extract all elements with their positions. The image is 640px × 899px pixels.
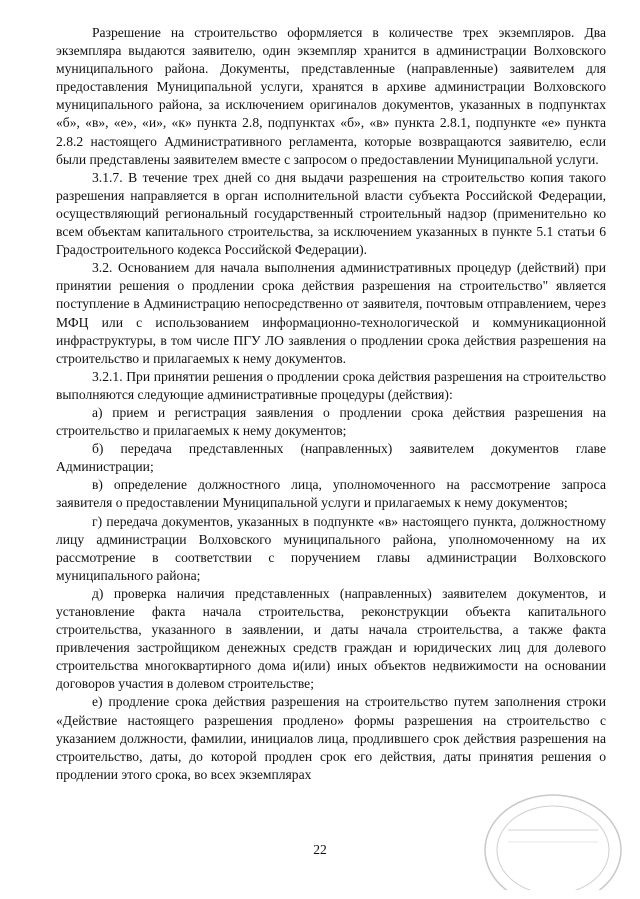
list-item-e: е) продление срока действия разрешения на строительство путем заполнения строки «Действие настоящего разрешения продлено» формы разрешения на строительство с указанием должности, фамилии, инициалов лица, продлившего срок действия разрешения на строительство, даты, до которой продлен срок его действия, даты принятия решения о продлении этого срока, во всех экземплярах <box>56 694 606 782</box>
list-item-g: г) передача документов, указанных в подпункте «в» настоящего пункта, должностному лицу администрации Волховского муниципального района, уполномоченному на их рассмотрение в соответствии с поручением главы администрации Волховского муниципального района; <box>56 513 606 583</box>
list-item-v: в) определение должностного лица, уполномоченного на рассмотрение запроса заявителя о предоставлении Муниципальной услуги и прилагаемых к нему документов; <box>56 477 606 511</box>
paragraph-3-1-7: 3.1.7. В течение трех дней со дня выдачи разрешения на строительство копия такого разрешения направляется в орган исполнительной власти субъекта Российской Федерации, осуществляющий региональный государственный строительный надзор (применительно ко всем объектам капитального строительства, за исключением указанных в пункте 5.1 статьи 6 Градостроительного кодекса Российской Федерации). <box>56 169 606 258</box>
paragraph-3-2-1: 3.2.1. При принятии решения о продлении срока действия разрешения на строительство выполняются следующие административные процедуры (действия): <box>56 368 606 402</box>
page-number: 22 <box>313 842 327 857</box>
list-item-b: б) передача представленных (направленных) заявителем документов главе Администрации; <box>56 441 606 475</box>
official-stamp-icon <box>478 790 628 890</box>
list-item-a: а) прием и регистрация заявления о продлении срока действия разрешения на строительство и прилагаемых к нему документов; <box>56 404 606 439</box>
paragraph-3-2: 3.2. Основанием для начала выполнения административных процедур (действий) при принятии решения о продлении срока действия разрешения на строительство" является поступление в Администрацию непосредственно от заявителя, почтовым отправлением, через МФЦ или с использованием информационно-технологической и коммуникационной инфраструктуры, в том числе ПГУ ЛО заявления о продлении срока действия разрешения на строительство и прилагаемых к нему документов. <box>56 260 606 366</box>
list-item-d: д) проверка наличия представленных (направленных) заявителем документов, и установление факта начала строительства, реконструкции объекта капитального строительства, указанного в заявлении, и даты начала строительства, а также факта привлечения застройщиком денежных средств граждан и юридических лиц для долевого строительства многоквартирного дома и(или) иных объектов недвижимости на основании договоров участия в долевом строительстве; <box>56 585 606 692</box>
document-body <box>56 24 606 784</box>
paragraph-permit-copies: Разрешение на строительство оформляется в количестве трех экземпляров. Два экземпляра выдаются заявителю, один экземпляр хранится в администрации Волховского муниципального района. Документы, представленные (направленные) заявителем для предоставления Муниципальной услуги, хранятся в архиве администрации Волховского муниципального района, за исключением оригиналов документов, указанных в подпунктах «б», «в», «е», «и», «к» пункта 2.8, подпунктах «б», «в» пункта 2.8.1, подпункте «е» пункта 2.8.2 настоящего Административного регламента, которые возвращаются заявителю, если были представлены заявителем вместе с запросом о предоставлении Муниципальной услуги. <box>56 25 606 167</box>
